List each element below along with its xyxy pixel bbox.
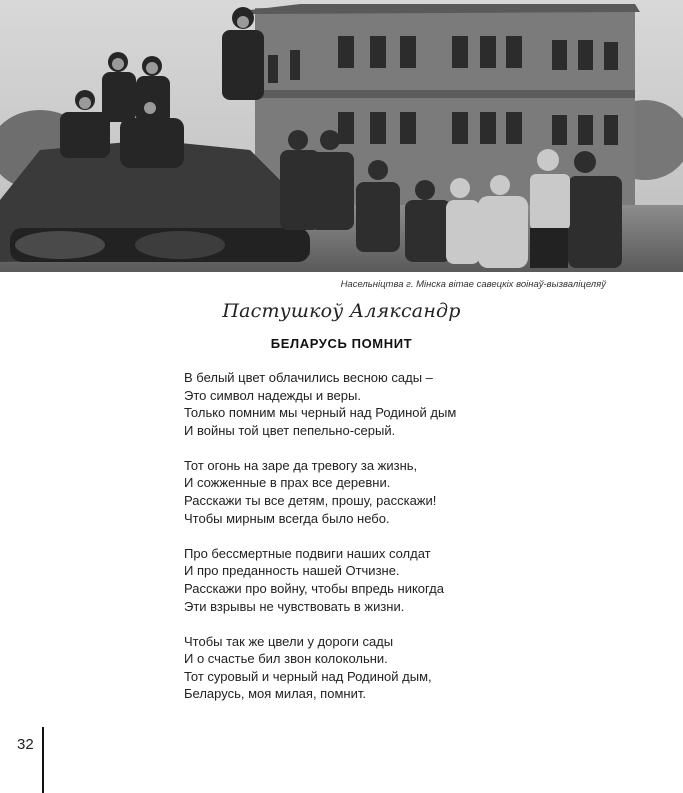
poem-stanza — [184, 545, 604, 615]
poem-line: Чтобы так же цвели у дороги сады — [184, 633, 394, 649]
photo-illustration — [0, 0, 683, 272]
historical-photo — [0, 0, 683, 272]
poem-line: Чтобы мирным всегда было небо. — [184, 510, 390, 526]
poem-line: Тот суровый и черный над Родиной дым, — [184, 668, 432, 684]
poem-line: Только помним мы черный над Родиной дым — [184, 405, 457, 421]
poem-line: Про бессмертные подвиги наших солдат — [184, 545, 431, 561]
poem-line: Расскажи про войну, чтобы впредь никогда — [184, 580, 444, 596]
poem-line: Это символ надежды и веры. — [184, 387, 361, 403]
poem-line: И про преданность нашей Отчизне. — [184, 563, 400, 579]
poem-line: И войны той цвет пепельно-серый. — [184, 422, 396, 438]
poem-stanza — [184, 633, 604, 703]
poem-line: И о счастье бил звон колокольни. — [184, 651, 388, 667]
page-number: 32 — [17, 736, 34, 753]
poem-title: БЕЛАРУСЬ ПОМНИТ — [270, 336, 413, 351]
poem-line: Эти взрывы не чувствовать в жизни. — [184, 598, 405, 614]
poem-stanza — [184, 369, 604, 439]
poem-line: Расскажи ты все детям, прошу, расскажи! — [184, 493, 437, 509]
poem-line: Тот огонь на заре да тревогу за жизнь, — [184, 457, 418, 473]
photo-caption: Насельніцтва г. Мінска вітае савецкіх воінаў-вызваліцеляў — [340, 279, 606, 290]
poem-line: Беларусь, моя милая, помнит. — [184, 686, 366, 702]
poem-stanza — [184, 457, 604, 527]
page-number-divider — [42, 727, 44, 793]
author-name: Пастушкоў Аляксандр — [222, 300, 461, 322]
poem-body — [184, 369, 604, 721]
poem-line: В белый цвет облачились весною сады – — [184, 370, 433, 385]
poem-line: И сожженные в прах все деревни. — [184, 475, 391, 491]
